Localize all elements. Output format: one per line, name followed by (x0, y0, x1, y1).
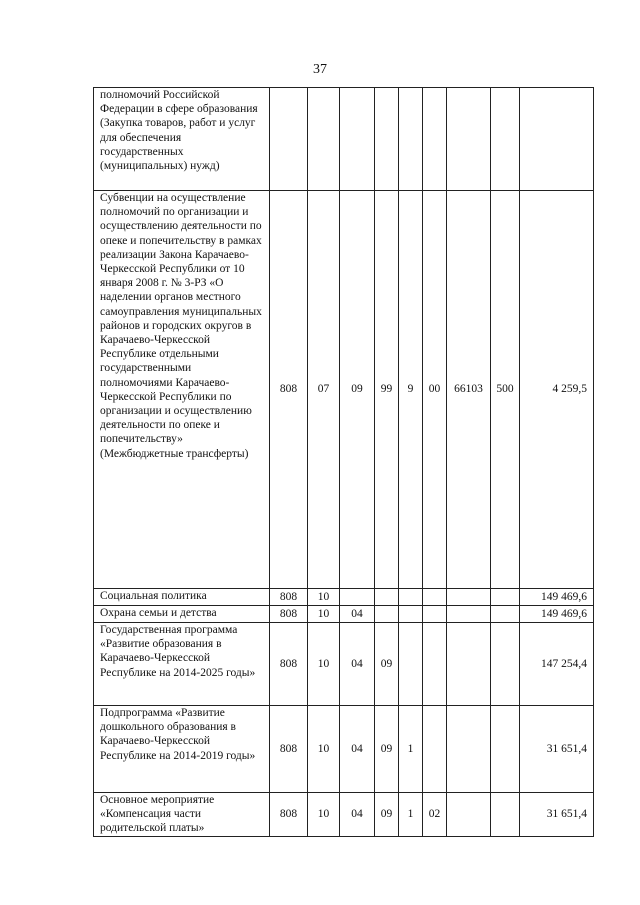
subprogram-cell (399, 623, 423, 706)
subprogram-cell (399, 606, 423, 623)
amount-cell: 31 651,4 (520, 706, 594, 793)
grbs-cell: 808 (270, 793, 308, 837)
direction-cell (447, 88, 491, 191)
grbs-cell: 808 (270, 706, 308, 793)
row-name-cell: Социальная политика (94, 589, 270, 606)
amount-cell: 4 259,5 (520, 191, 594, 589)
direction-cell: 66103 (447, 191, 491, 589)
expense-type-cell (491, 793, 520, 837)
amount-cell: 149 469,6 (520, 606, 594, 623)
grbs-cell: 808 (270, 623, 308, 706)
subsection-cell: 04 (340, 793, 375, 837)
table-row (94, 88, 594, 191)
subsection-cell (340, 88, 375, 191)
program-cell: 09 (375, 706, 399, 793)
subsection-cell (340, 589, 375, 606)
subprogram-cell: 1 (399, 706, 423, 793)
table-row (94, 706, 594, 793)
row-name-cell: Основное мероприятие «Компенсация части родительской платы» (94, 793, 270, 837)
expense-type-cell (491, 706, 520, 793)
expense-type-cell (491, 589, 520, 606)
row-name-cell: полномочий Российской Федерации в сфере образования (Закупка товаров, работ и услуг для обеспечения государственных (муниципальных) нужд) (94, 88, 270, 191)
budget-table (93, 87, 594, 837)
program-cell: 09 (375, 623, 399, 706)
activity-cell (423, 706, 447, 793)
section-cell: 10 (308, 706, 340, 793)
amount-cell (520, 88, 594, 191)
amount-cell: 31 651,4 (520, 793, 594, 837)
section-cell: 10 (308, 793, 340, 837)
expense-type-cell: 500 (491, 191, 520, 589)
row-name-cell: Государственная программа «Развитие образования в Карачаево-Черкесской Республике на 2014-2025 годы» (94, 623, 270, 706)
activity-cell (423, 88, 447, 191)
page-number: 37 (313, 62, 327, 77)
table-row (94, 793, 594, 837)
expense-type-cell (491, 606, 520, 623)
subsection-cell: 04 (340, 706, 375, 793)
row-name-cell: Охрана семьи и детства (94, 606, 270, 623)
row-name-cell: Субвенции на осуществление полномочий по организации и осуществлению деятельности по опеке и попечительству в рамках реализации Закона Карачаево-Черкесской Республики от 10 января 2008 г. № 3-РЗ «О наделении органов местного самоуправления муниципальных районов и городских округов в Карачаево-Черкесской Республике отдельными государственными полномочиями Карачаево-Черкесской Республики по организации и осуществлению деятельности по опеке и попечительству» (Межбюджетные трансферты) (94, 191, 270, 589)
activity-cell (423, 589, 447, 606)
program-cell (375, 606, 399, 623)
subprogram-cell (399, 88, 423, 191)
program-cell (375, 88, 399, 191)
program-cell: 99 (375, 191, 399, 589)
subsection-cell: 04 (340, 623, 375, 706)
table-row (94, 606, 594, 623)
table-row (94, 589, 594, 606)
subprogram-cell: 1 (399, 793, 423, 837)
subprogram-cell (399, 589, 423, 606)
section-cell (308, 88, 340, 191)
direction-cell (447, 606, 491, 623)
section-cell: 07 (308, 191, 340, 589)
activity-cell (423, 606, 447, 623)
grbs-cell (270, 88, 308, 191)
activity-cell: 00 (423, 191, 447, 589)
subprogram-cell: 9 (399, 191, 423, 589)
subsection-cell: 09 (340, 191, 375, 589)
amount-cell: 149 469,6 (520, 589, 594, 606)
program-cell (375, 589, 399, 606)
expense-type-cell (491, 88, 520, 191)
row-name-cell: Подпрограмма «Развитие дошкольного образования в Карачаево-Черкесской Республике на 2014-2019 годы» (94, 706, 270, 793)
section-cell: 10 (308, 606, 340, 623)
direction-cell (447, 623, 491, 706)
amount-cell: 147 254,4 (520, 623, 594, 706)
subsection-cell: 04 (340, 606, 375, 623)
activity-cell (423, 623, 447, 706)
direction-cell (447, 706, 491, 793)
program-cell: 09 (375, 793, 399, 837)
grbs-cell: 808 (270, 191, 308, 589)
section-cell: 10 (308, 623, 340, 706)
grbs-cell: 808 (270, 589, 308, 606)
table-row (94, 191, 594, 589)
grbs-cell: 808 (270, 606, 308, 623)
table-row (94, 623, 594, 706)
expense-type-cell (491, 623, 520, 706)
activity-cell: 02 (423, 793, 447, 837)
direction-cell (447, 793, 491, 837)
section-cell: 10 (308, 589, 340, 606)
direction-cell (447, 589, 491, 606)
